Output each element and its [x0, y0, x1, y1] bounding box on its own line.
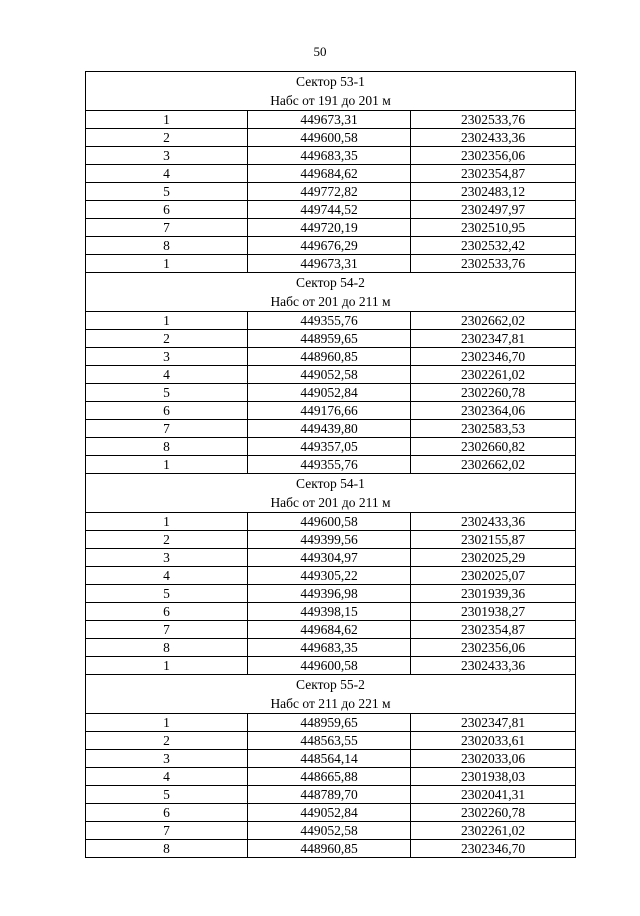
y-coordinate: 2302510,95	[411, 219, 576, 237]
table-row	[86, 237, 576, 255]
point-number: 8	[86, 840, 248, 858]
point-number: 1	[86, 255, 248, 273]
x-coordinate: 449684,62	[248, 621, 411, 639]
x-coordinate: 449052,84	[248, 384, 411, 402]
point-number: 4	[86, 165, 248, 183]
y-coordinate: 2302025,29	[411, 549, 576, 567]
point-number: 2	[86, 330, 248, 348]
y-coordinate: 2302354,87	[411, 165, 576, 183]
y-coordinate: 2302346,70	[411, 348, 576, 366]
table-row	[86, 657, 576, 675]
y-coordinate: 2302662,02	[411, 456, 576, 474]
point-number: 1	[86, 513, 248, 531]
x-coordinate: 449683,35	[248, 147, 411, 165]
point-number: 3	[86, 147, 248, 165]
x-coordinate: 449600,58	[248, 129, 411, 147]
page-number: 50	[313, 44, 327, 59]
y-coordinate: 2302347,81	[411, 714, 576, 732]
table-row	[86, 804, 576, 822]
x-coordinate: 449600,58	[248, 513, 411, 531]
y-coordinate: 2302662,02	[411, 312, 576, 330]
table-row	[86, 129, 576, 147]
sector-height-range: Набс от 201 до 211 м	[86, 292, 576, 312]
sector-range-row	[86, 493, 576, 513]
table-row	[86, 768, 576, 786]
sector-header-row	[86, 273, 576, 293]
point-number: 8	[86, 639, 248, 657]
y-coordinate: 2302497,97	[411, 201, 576, 219]
sector-height-range: Набс от 201 до 211 м	[86, 493, 576, 513]
sector-range-row	[86, 91, 576, 111]
x-coordinate: 449439,80	[248, 420, 411, 438]
point-number: 7	[86, 621, 248, 639]
x-coordinate: 449052,58	[248, 822, 411, 840]
table-row	[86, 531, 576, 549]
table-row	[86, 549, 576, 567]
table-row	[86, 402, 576, 420]
point-number: 5	[86, 384, 248, 402]
sector-range-row	[86, 292, 576, 312]
x-coordinate: 448665,88	[248, 768, 411, 786]
table-row	[86, 219, 576, 237]
x-coordinate: 448564,14	[248, 750, 411, 768]
table-row	[86, 840, 576, 858]
y-coordinate: 2302532,42	[411, 237, 576, 255]
sector-height-range: Набс от 191 до 201 м	[86, 91, 576, 111]
y-coordinate: 2301938,27	[411, 603, 576, 621]
table-row	[86, 639, 576, 657]
y-coordinate: 2302533,76	[411, 111, 576, 129]
point-number: 4	[86, 567, 248, 585]
y-coordinate: 2302583,53	[411, 420, 576, 438]
x-coordinate: 449052,84	[248, 804, 411, 822]
y-coordinate: 2302356,06	[411, 639, 576, 657]
point-number: 1	[86, 714, 248, 732]
y-coordinate: 2302433,36	[411, 129, 576, 147]
y-coordinate: 2302260,78	[411, 804, 576, 822]
x-coordinate: 449357,05	[248, 438, 411, 456]
point-number: 1	[86, 456, 248, 474]
y-coordinate: 2301939,36	[411, 585, 576, 603]
table-row	[86, 111, 576, 129]
point-number: 8	[86, 438, 248, 456]
x-coordinate: 449684,62	[248, 165, 411, 183]
x-coordinate: 449304,97	[248, 549, 411, 567]
y-coordinate: 2302346,70	[411, 840, 576, 858]
point-number: 4	[86, 366, 248, 384]
table-row	[86, 348, 576, 366]
point-number: 6	[86, 402, 248, 420]
coordinates-table	[85, 71, 576, 858]
y-coordinate: 2302483,12	[411, 183, 576, 201]
x-coordinate: 449355,76	[248, 456, 411, 474]
point-number: 8	[86, 237, 248, 255]
y-coordinate: 2302025,07	[411, 567, 576, 585]
point-number: 7	[86, 822, 248, 840]
sector-header-row	[86, 474, 576, 494]
x-coordinate: 449683,35	[248, 639, 411, 657]
sector-range-row	[86, 694, 576, 714]
table-row	[86, 330, 576, 348]
sector-title: Сектор 54-2	[86, 273, 576, 293]
sector-height-range: Набс от 211 до 221 м	[86, 694, 576, 714]
table-row	[86, 603, 576, 621]
table-row	[86, 420, 576, 438]
x-coordinate: 449600,58	[248, 657, 411, 675]
point-number: 2	[86, 531, 248, 549]
x-coordinate: 448960,85	[248, 348, 411, 366]
coordinates-table-body	[86, 72, 576, 858]
table-row	[86, 513, 576, 531]
x-coordinate: 449355,76	[248, 312, 411, 330]
table-row	[86, 384, 576, 402]
y-coordinate: 2302660,82	[411, 438, 576, 456]
point-number: 7	[86, 219, 248, 237]
y-coordinate: 2302364,06	[411, 402, 576, 420]
point-number: 1	[86, 312, 248, 330]
y-coordinate: 2302433,36	[411, 513, 576, 531]
point-number: 5	[86, 585, 248, 603]
x-coordinate: 449673,31	[248, 255, 411, 273]
table-row	[86, 621, 576, 639]
table-row	[86, 183, 576, 201]
x-coordinate: 449673,31	[248, 111, 411, 129]
x-coordinate: 449305,22	[248, 567, 411, 585]
table-row	[86, 312, 576, 330]
table-row	[86, 366, 576, 384]
y-coordinate: 2302533,76	[411, 255, 576, 273]
table-row	[86, 714, 576, 732]
point-number: 2	[86, 732, 248, 750]
table-row	[86, 165, 576, 183]
table-row	[86, 786, 576, 804]
sector-header-row	[86, 675, 576, 695]
point-number: 4	[86, 768, 248, 786]
x-coordinate: 449176,66	[248, 402, 411, 420]
table-row	[86, 255, 576, 273]
y-coordinate: 2302033,61	[411, 732, 576, 750]
table-row	[86, 822, 576, 840]
y-coordinate: 2302354,87	[411, 621, 576, 639]
x-coordinate: 449052,58	[248, 366, 411, 384]
x-coordinate: 449398,15	[248, 603, 411, 621]
x-coordinate: 449396,98	[248, 585, 411, 603]
y-coordinate: 2302433,36	[411, 657, 576, 675]
point-number: 7	[86, 420, 248, 438]
table-row	[86, 732, 576, 750]
table-row	[86, 201, 576, 219]
point-number: 6	[86, 804, 248, 822]
y-coordinate: 2302033,06	[411, 750, 576, 768]
x-coordinate: 448563,55	[248, 732, 411, 750]
x-coordinate: 448959,65	[248, 714, 411, 732]
point-number: 6	[86, 201, 248, 219]
x-coordinate: 448959,65	[248, 330, 411, 348]
sector-header-row	[86, 72, 576, 92]
point-number: 1	[86, 111, 248, 129]
point-number: 3	[86, 549, 248, 567]
y-coordinate: 2302356,06	[411, 147, 576, 165]
sector-title: Сектор 55-2	[86, 675, 576, 695]
x-coordinate: 449772,82	[248, 183, 411, 201]
y-coordinate: 2302261,02	[411, 366, 576, 384]
sector-title: Сектор 54-1	[86, 474, 576, 494]
point-number: 2	[86, 129, 248, 147]
y-coordinate: 2302041,31	[411, 786, 576, 804]
sector-title: Сектор 53-1	[86, 72, 576, 92]
point-number: 6	[86, 603, 248, 621]
table-row	[86, 585, 576, 603]
point-number: 1	[86, 657, 248, 675]
table-row	[86, 147, 576, 165]
y-coordinate: 2302347,81	[411, 330, 576, 348]
x-coordinate: 449399,56	[248, 531, 411, 549]
table-row	[86, 567, 576, 585]
y-coordinate: 2302261,02	[411, 822, 576, 840]
x-coordinate: 449744,52	[248, 201, 411, 219]
y-coordinate: 2302155,87	[411, 531, 576, 549]
table-row	[86, 438, 576, 456]
x-coordinate: 449720,19	[248, 219, 411, 237]
x-coordinate: 448789,70	[248, 786, 411, 804]
table-row	[86, 750, 576, 768]
y-coordinate: 2302260,78	[411, 384, 576, 402]
table-row	[86, 456, 576, 474]
point-number: 5	[86, 183, 248, 201]
x-coordinate: 449676,29	[248, 237, 411, 255]
point-number: 5	[86, 786, 248, 804]
y-coordinate: 2301938,03	[411, 768, 576, 786]
x-coordinate: 448960,85	[248, 840, 411, 858]
point-number: 3	[86, 348, 248, 366]
point-number: 3	[86, 750, 248, 768]
